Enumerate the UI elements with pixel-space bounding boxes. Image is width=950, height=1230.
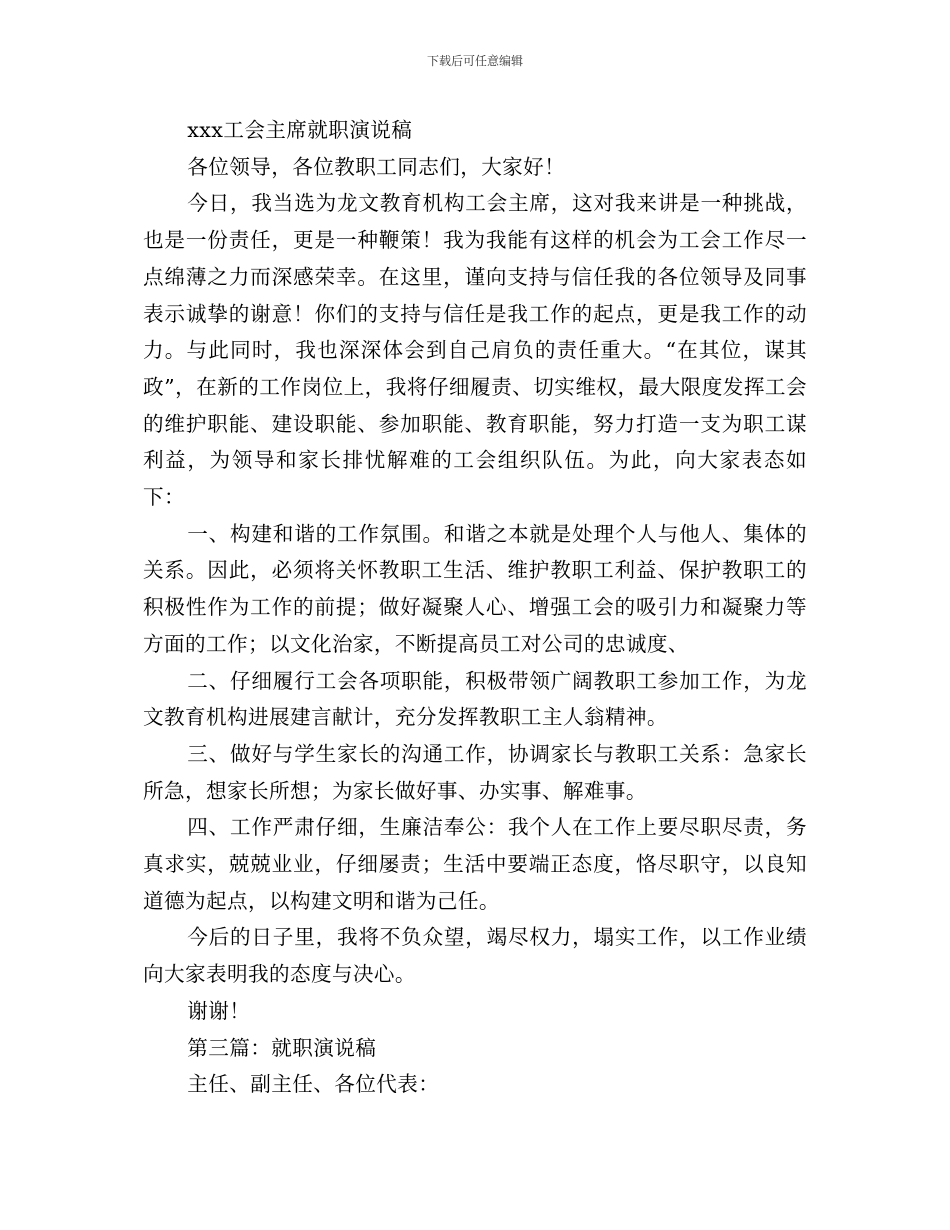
- paragraph: 四、工作严肃仔细，生廉洁奉公：我个人在工作上要尽职尽责，务真求实，兢兢业业，仔细屡责；生活中要端正态度，恪尽职守，以良知道德为起点，以构建文明和谐为己任。: [143, 815, 807, 913]
- paragraph: 今后的日子里，我将不负众望，竭尽权力，塌实工作，以工作业绩向大家表明我的态度与决心。: [143, 925, 807, 987]
- paragraph: 一、构建和谐的工作氛围。和谐之本就是处理个人与他人、集体的关系。因此，必须将关怀教职工生活、维护教职工利益、保护教职工的积极性作为工作的前提；做好凝聚人心、增强工会的吸引力和凝聚力等方面的工作；以文化治家，不断提高员工对公司的忠诚度、: [143, 521, 807, 656]
- page-header: 下载后可任意编辑: [426, 54, 523, 68]
- closing-thanks: 谢谢！: [187, 998, 251, 1023]
- paragraph: 三、做好与学生家长的沟通工作，协调家长与教职工关系：急家长所急，想家长所想；为家长做好事、办实事、解难事。: [143, 741, 807, 803]
- paragraph: 今日，我当选为龙文教育机构工会主席，这对我来讲是一种挑战，也是一份责任，更是一种鞭策！我为我能有这样的机会为工会工作尽一点绵薄之力而深感荣幸。在这里，谨向支持与信任我的各位领导及同事表示诚挚的谢意！你们的支持与信任是我工作的起点，更是我工作的动力。与此同时，我也深深体会到自己肩负的责任重大。“在其位，谋其政”，在新的工作岗位上，我将仔细履责、切实维权，最大限度发挥工会的维护职能、建设职能、参加职能、教育职能，努力打造一支为职工谋利益，为领导和家长排忧解难的工会组织队伍。为此，向大家表态如下：: [143, 191, 807, 510]
- paragraph: 二、仔细履行工会各项职能，积极带领广阔教职工参加工作，为龙文教育机构进展建言献计，充分发挥教职工主人翁精神。: [143, 668, 807, 730]
- document-body: [143, 112, 807, 1103]
- salutation: 主任、副主任、各位代表：: [187, 1072, 440, 1097]
- section-heading: 第三篇：就职演说稿: [187, 1035, 377, 1060]
- document-title: xxx工会主席就职演说稿: [187, 118, 413, 142]
- salutation: 各位领导，各位教职工同志们，大家好！: [187, 154, 566, 179]
